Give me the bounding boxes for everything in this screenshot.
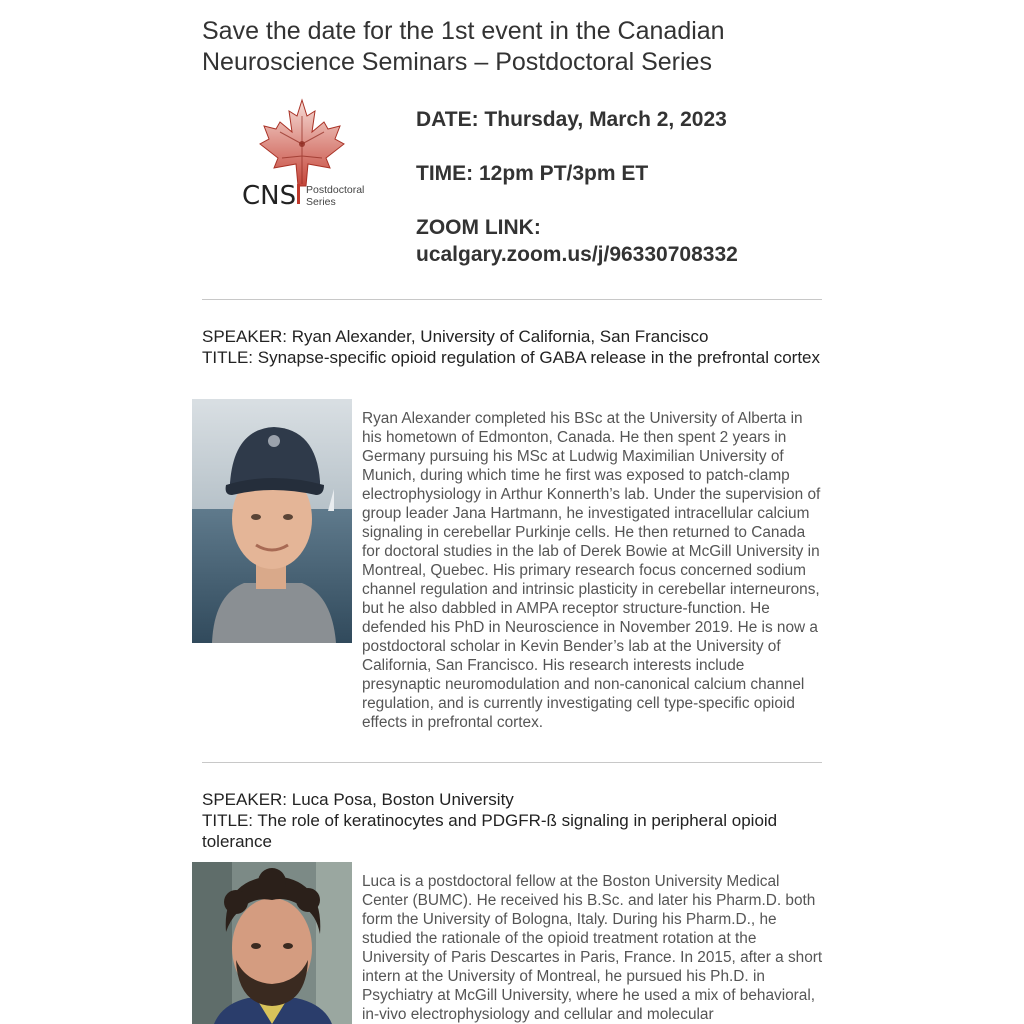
- talk-title: TITLE: Synapse-specific opioid regulation of GABA release in the prefrontal cortex: [202, 348, 820, 367]
- logo-subtitle-line2: Series: [306, 196, 336, 208]
- zoom-label: ZOOM LINK:: [416, 216, 541, 239]
- cns-logo: [236, 96, 370, 212]
- speaker-name: SPEAKER: Ryan Alexander, University of California, San Francisco: [202, 327, 709, 346]
- speaker-bio: Ryan Alexander completed his BSc at the University of Alberta in his hometown of Edmonton, Canada. He then spent 2 years in Germany pursuing his MSc at Ludwig Maximilian University of Munich, during which time he first was exposed to patch-clamp electrophysiology in Arthur Konnerth’s lab. Under the supervision of group leader Jana Hartmann, he investigated intracellular calcium signaling in cerebellar Purkinje cells. He then returned to Canada for doctoral studies in the lab of Derek Bowie at McGill University in Montreal, Quebec. His primary research focus concerned sodium channel regulation and intrinsic plasticity in cerebellar interneurons, but he also dabbled in AMPA receptor structure-function. He defended his PhD in Neuroscience in November 2019. He is now a postdoctoral scholar in Kevin Bender’s lab at the University of California, San Francisco. His research interests include presynaptic neuromodulation and non-canonical calcium channel regulation, and is currently investigating cell type-specific opioid effects in prefrontal cortex.: [362, 410, 821, 731]
- logo-acronym: CNS: [242, 181, 297, 211]
- speaker-photo: [192, 399, 352, 643]
- speaker-name: SPEAKER: Luca Posa, Boston University: [202, 790, 514, 809]
- event-time: TIME: 12pm PT/3pm ET: [416, 162, 649, 185]
- event-details: [416, 106, 836, 268]
- speaker-bio: Luca is a postdoctoral fellow at the Boston University Medical Center (BUMC). He received his B.Sc. and later his Pharm.D. both form the University of Bologna, Italy. During his Pharm.D., he studied the rationale of the opioid treatment rotation at the University of Paris Descartes in Paris, France. In 2015, after a short intern at the University of Montreal, he pursued his Ph.D. in Psychiatry at McGill University, where he used a mix of behavioral, in-vivo electrophysiology and cellular and molecular: [362, 873, 823, 1023]
- speaker-photo: [192, 862, 352, 1024]
- divider: [202, 762, 822, 763]
- speaker-heading: [202, 326, 824, 368]
- maple-leaf-icon: [236, 96, 370, 212]
- speaker-heading: [202, 789, 824, 852]
- zoom-link[interactable]: ucalgary.zoom.us/j/96330708332: [416, 243, 738, 266]
- divider: [202, 299, 822, 300]
- event-date: DATE: Thursday, March 2, 2023: [416, 108, 727, 131]
- logo-subtitle-line1: Postdoctoral: [306, 184, 365, 196]
- talk-title: TITLE: The role of keratinocytes and PDGFR-ß signaling in peripheral opioid tolerance: [202, 811, 778, 851]
- page-title: Save the date for the 1st event in the Canadian Neuroscience Seminars – Postdoctoral Series: [202, 17, 725, 76]
